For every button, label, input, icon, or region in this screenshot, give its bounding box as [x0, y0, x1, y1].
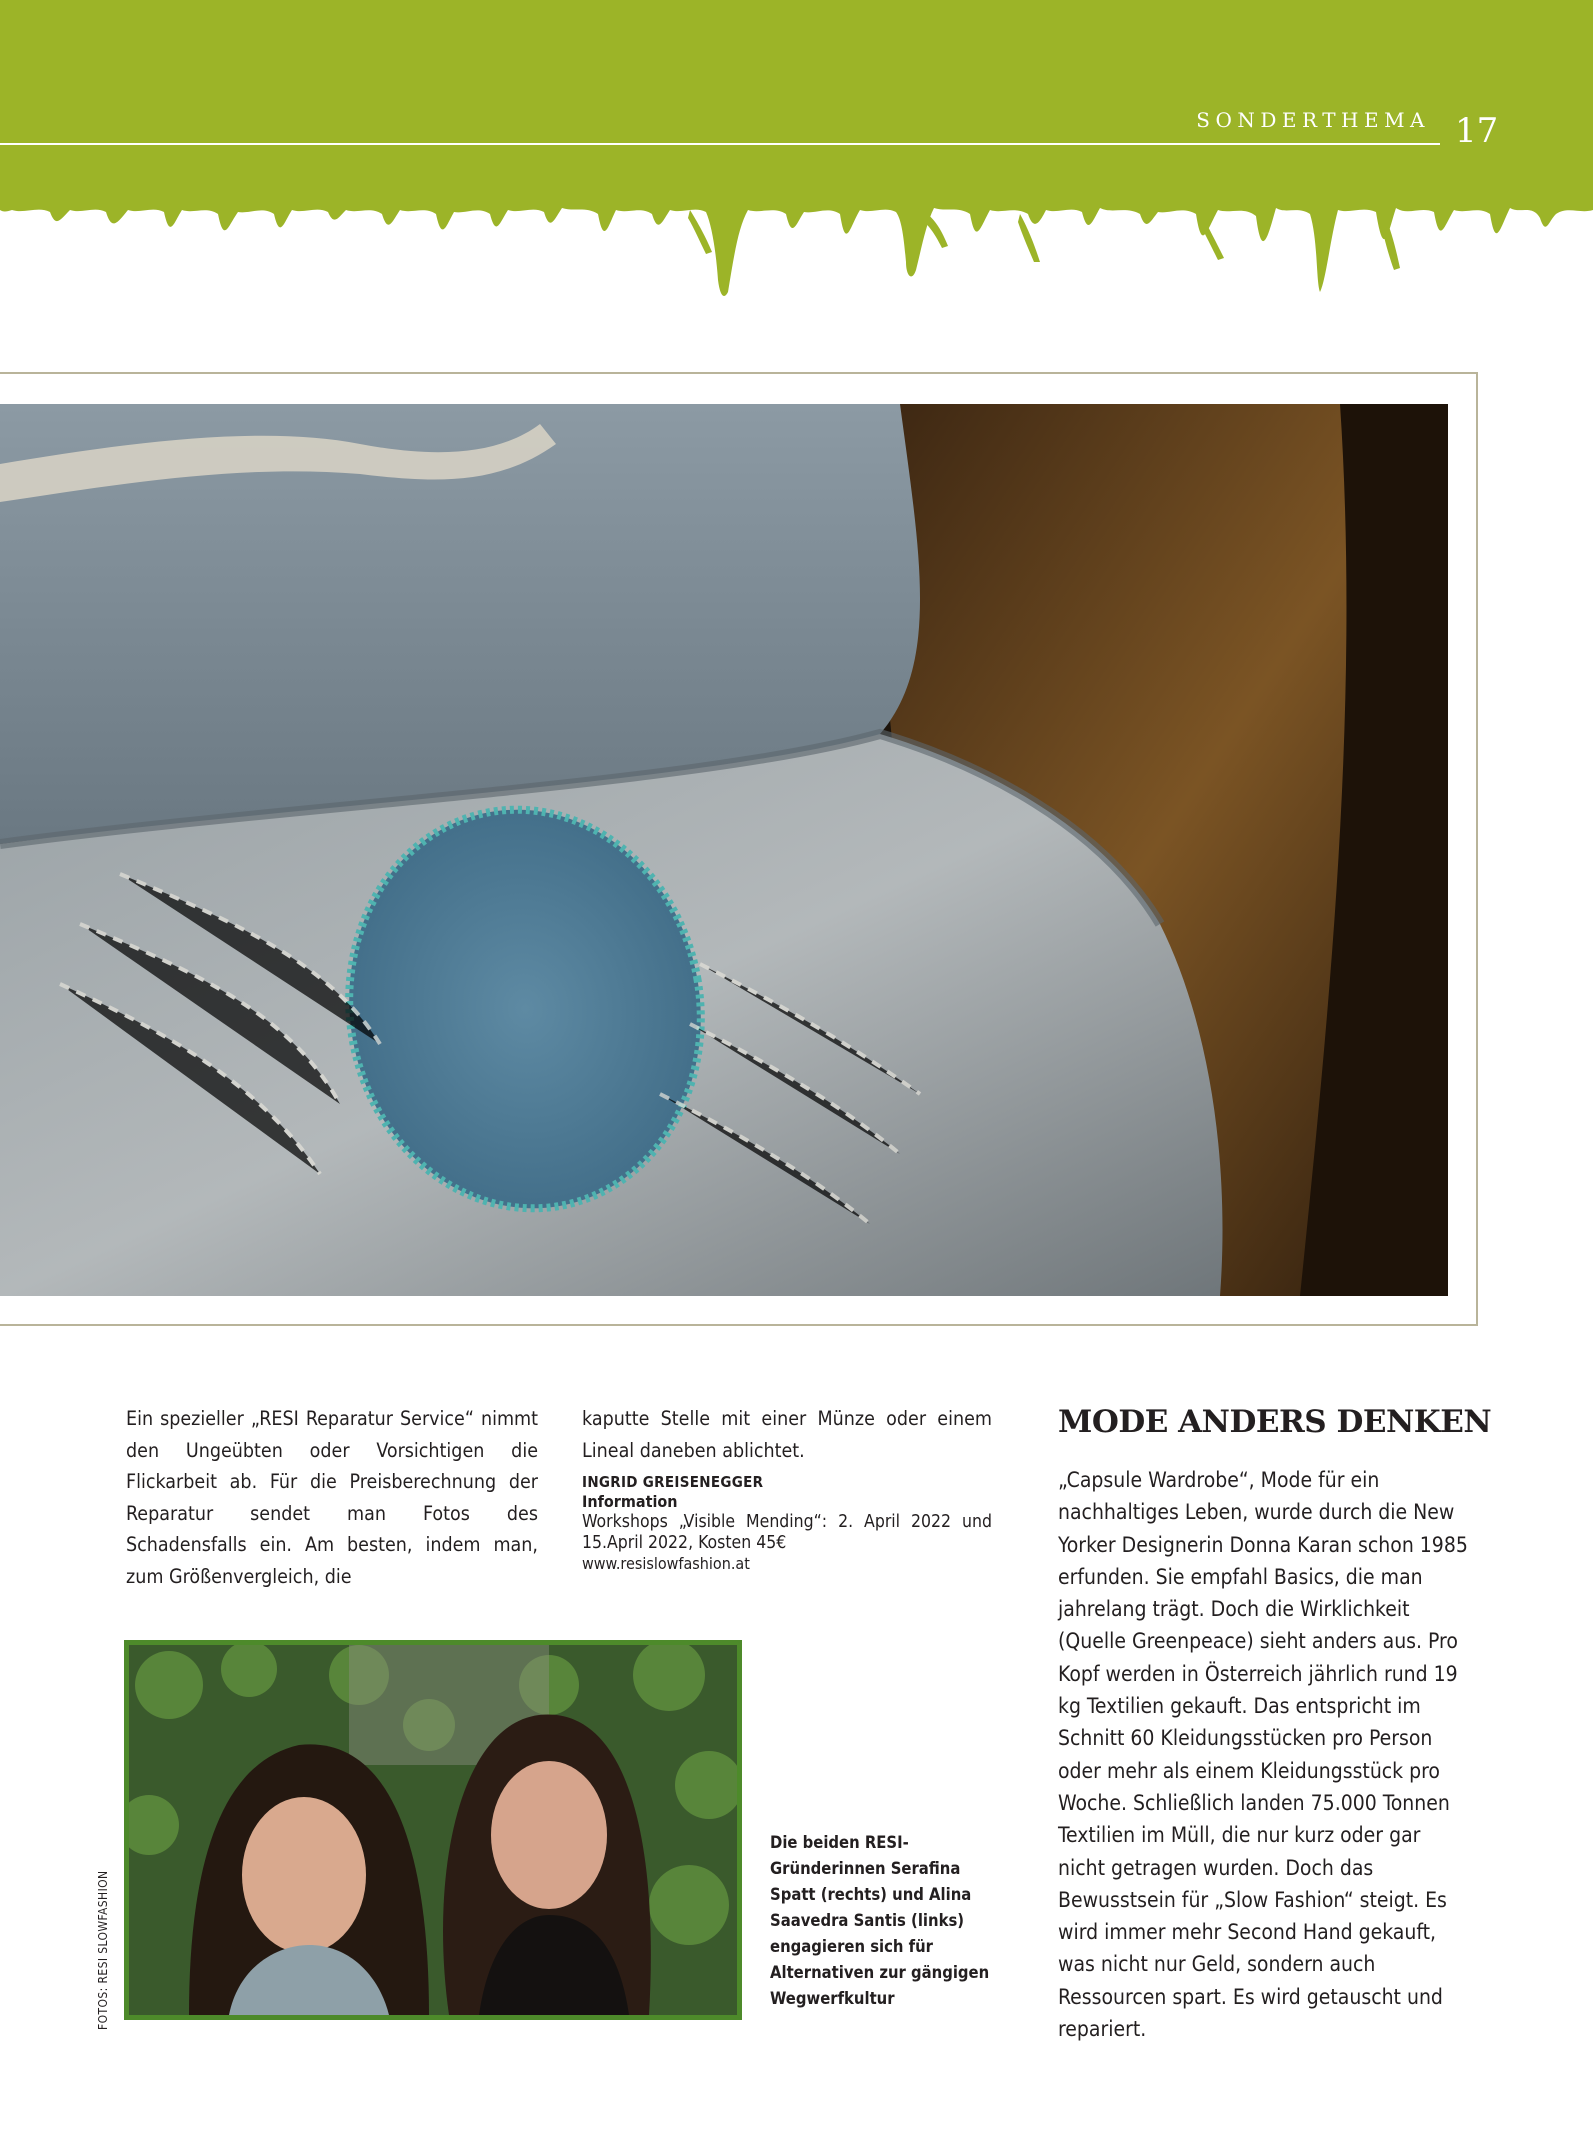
mended-jeans-photo [0, 404, 1448, 1296]
page-number: 17 [1455, 111, 1499, 151]
main-photo-frame [0, 372, 1478, 1326]
section-label: SONDERTHEMA [1196, 108, 1430, 132]
mended-jeans-illustration [0, 404, 1448, 1296]
author-name: INGRID GREISENEGGER [582, 1473, 764, 1491]
article-column-1 [126, 1403, 538, 1592]
sidebar-text: „Capsule Wardrobe“, Mode für ein nachhaltiges Leben, wurde durch die New Yorker Designerin Donna Karan schon 1985 erfunden. Sie empfahl Basics, die man jahrelang trägt. Doch die Wirklichkeit (Quelle Greenpeace) sieht anders aus. Pro Kopf werden in Österreich jährlich rund 19 kg Textilien gekauft. Das entspricht im Schnitt 60 Kleidungsstücken pro Person oder mehr als einem Kleidungsstück pro Woche. Schließlich landen 75.000 Tonnen Textilien im Müll, die nur kurz oder gar nicht getragen wurden. Doch das Bewusstsein für „Slow Fashion“ steigt. Es wird immer mehr Second Hand gekauft, was nicht nur Geld, sondern auch Ressourcen spart. Es wird getauscht und repariert. [1058, 1468, 1468, 2042]
article-paragraph-2: kaputte Stelle mit einer Münze oder einem Lineal daneben ablichtet. [582, 1407, 992, 1462]
sidebar [1058, 1402, 1492, 2045]
sidebar-heading: MODE ANDERS DENKEN [1058, 1404, 1492, 1440]
photo-credit: FOTOS: RESI SLOWFASHION [96, 1870, 110, 2030]
header-rule [0, 143, 1440, 145]
article-column-2 [582, 1403, 992, 1574]
portrait-photo-frame [124, 1640, 742, 2020]
header-band [0, 0, 1593, 300]
portrait-caption: Die beiden RESI-Gründerinnen Serafina Spatt (rechts) und Alina Saavedra Santis (links) engagieren sich für Alternativen zur gängigen Wegwerfkultur [770, 1833, 990, 2008]
article-paragraph-1: Ein spezieller „RESI Reparatur Service“ nimmt den Ungeübten oder Vorsichtigen die Flickarbeit ab. Für die Preisberechnung der Reparatur sendet man Fotos des Schadensfalls ein. Am besten, indem man, zum Größenvergleich, die [126, 1407, 538, 1588]
info-text: Workshops „Visible Mending“: 2. April 2022 und 15.April 2022, Kosten 45€ [582, 1512, 992, 1553]
header-splash-shape [0, 0, 1593, 300]
info-heading: Information [582, 1492, 678, 1511]
founders-portrait-photo [129, 1645, 737, 2015]
info-url: www.resislowfashion.at [582, 1554, 750, 1573]
